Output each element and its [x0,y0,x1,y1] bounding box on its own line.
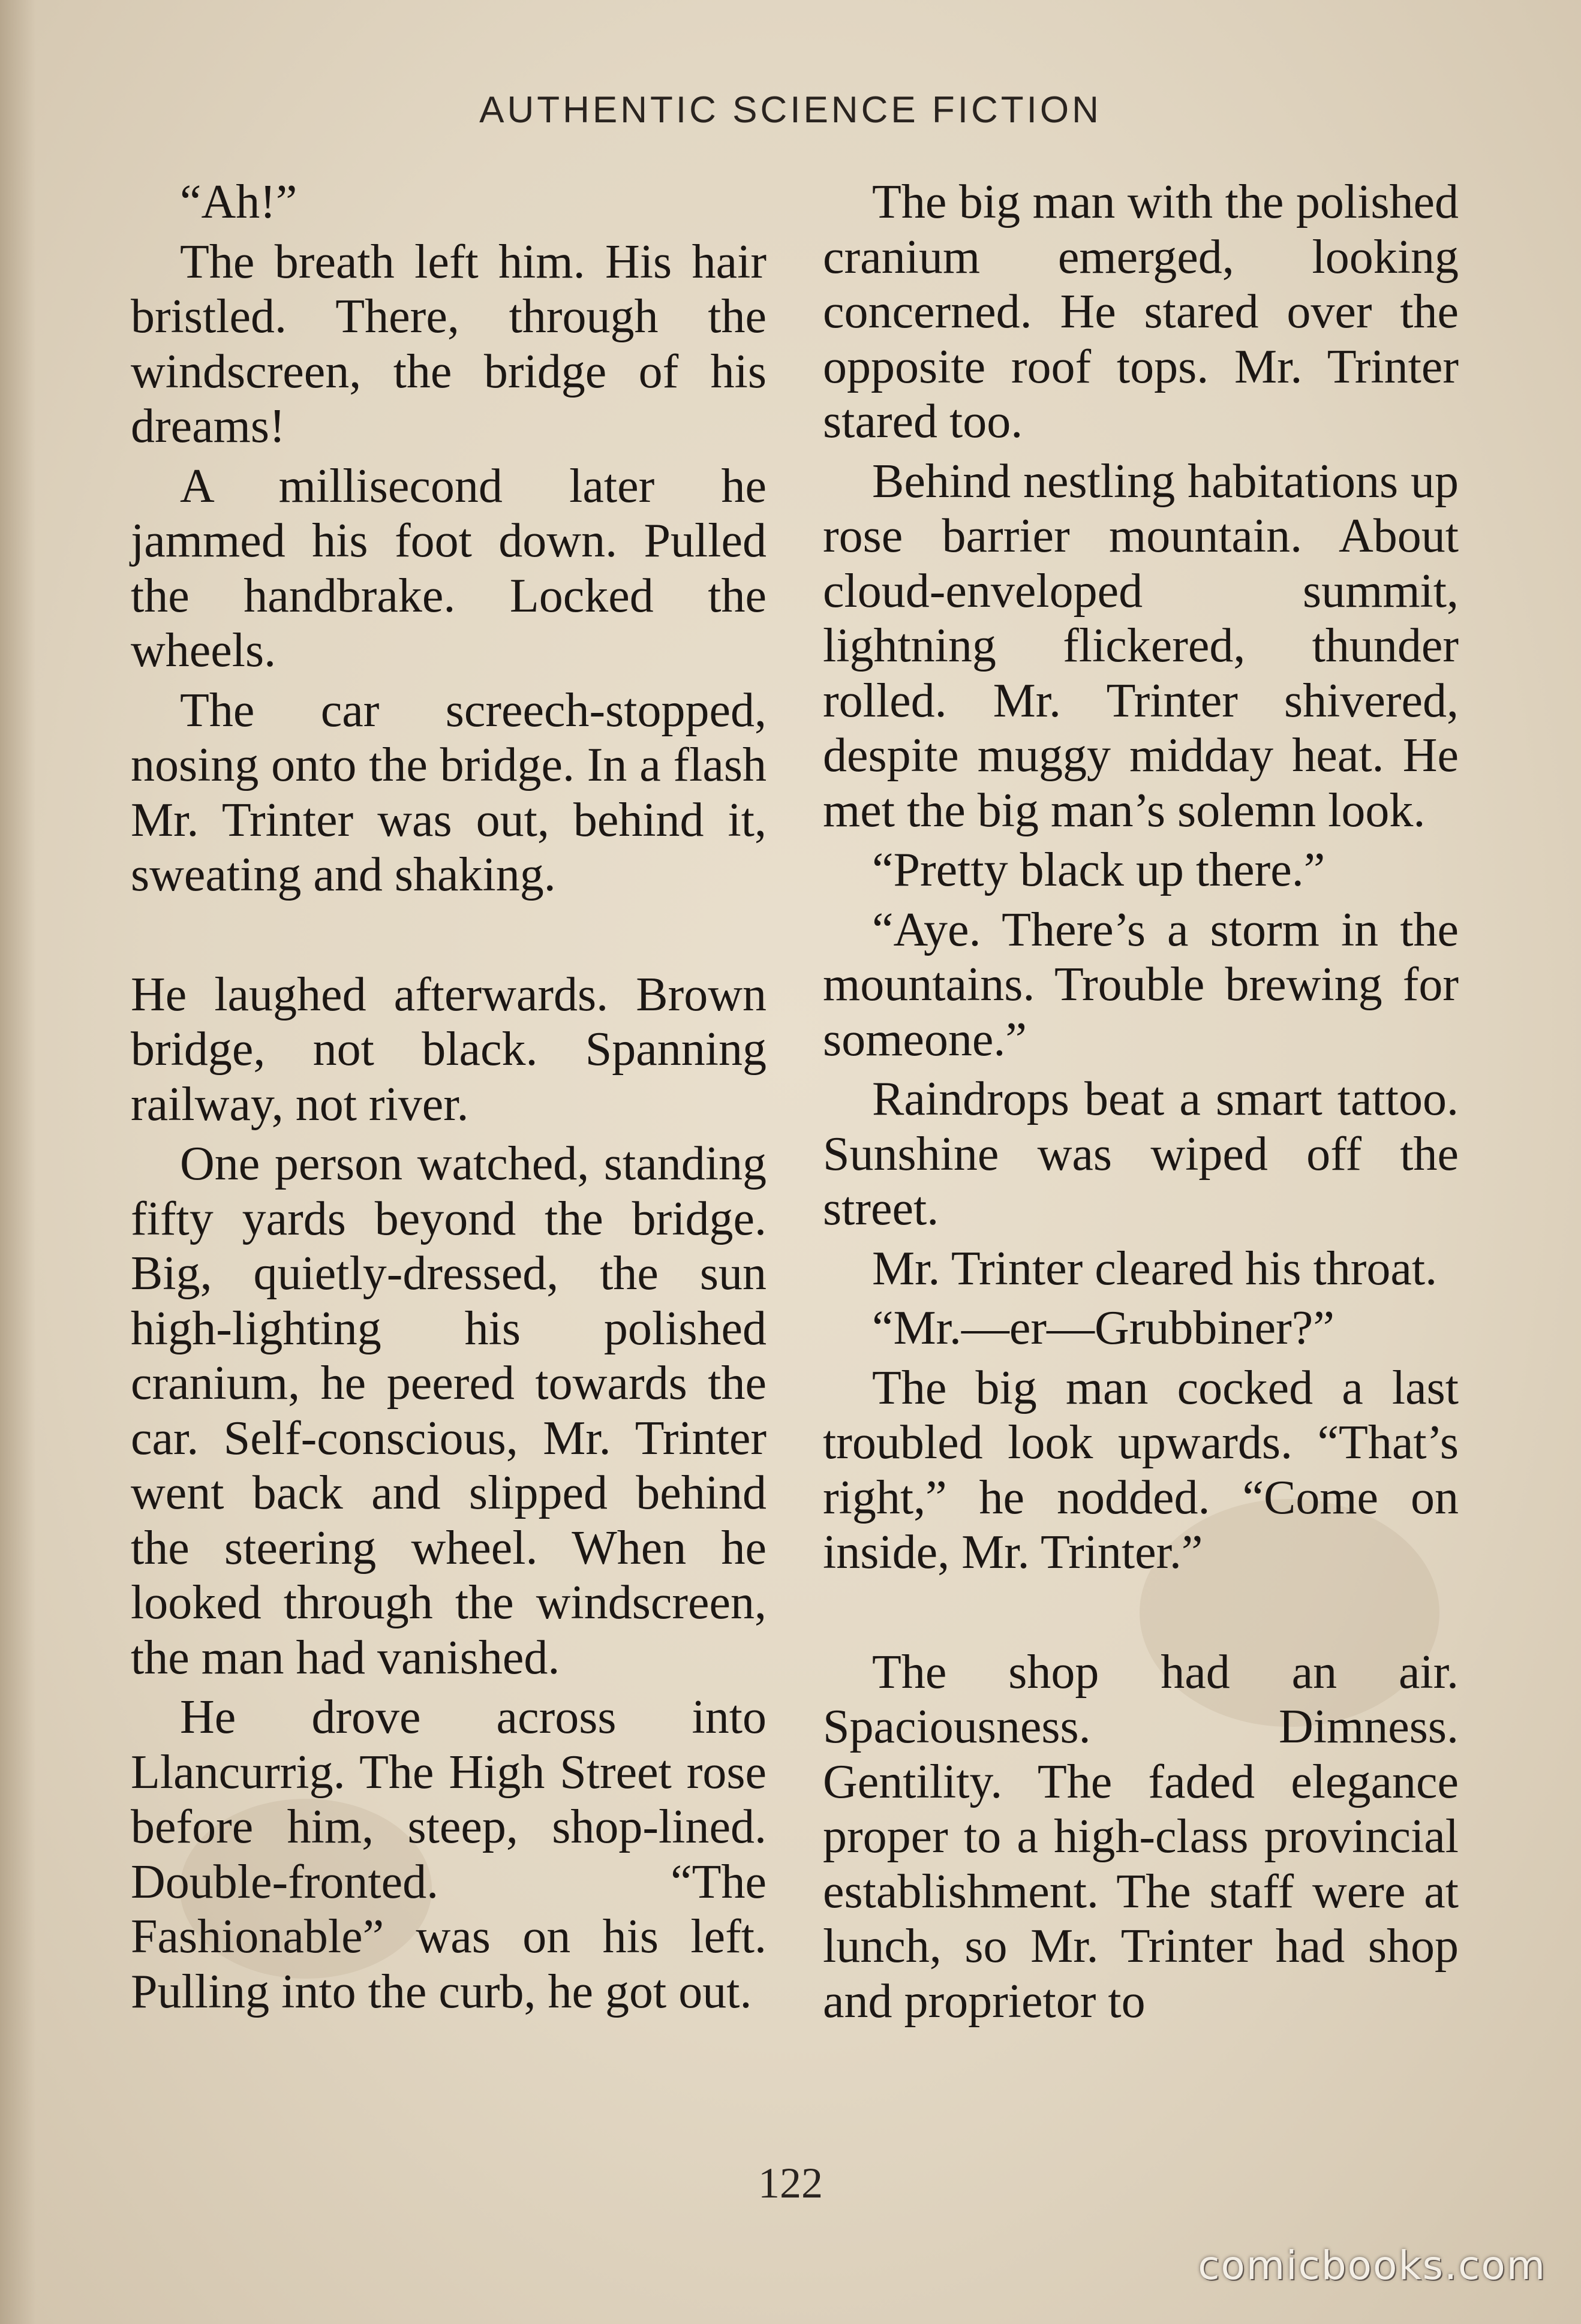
paragraph: Behind nestling habitations up rose barrier mountain. About cloud-enveloped summit, lightning flickered, thunder rolled. Mr. Trinter shivered, despite muggy midday heat. He met the big man’s solemn look. [823,454,1459,837]
paragraph: A millisecond later he jammed his foot down. Pulled the handbrake. Locked the wheels. [131,459,767,677]
paragraph: The big man cocked a last troubled look upwards. “That’s right,” he nodded. “Come on inside, Mr. Trinter.” [823,1361,1459,1579]
page-edge-shadow [0,0,36,2324]
paragraph: “Ah!” [180,176,297,228]
left-column [131,175,767,2024]
section-break [131,908,767,968]
paragraph: Raindrops beat a smart tattoo. Sunshine was wiped off the street. [823,1073,1459,1235]
paragraph: The breath left him. His hair bristled. There, through the windscreen, the bridge of his dreams! [131,235,767,453]
paragraph: The shop had an air. Spaciousness. Dimness. Gentility. The faded elegance proper to a high-class provincial establishment. The staff were at lunch, so Mr. Trinter had shop and proprietor to [823,1645,1459,2028]
paragraph: “Aye. There’s a storm in the mountains. Trouble brewing for someone.” [823,903,1459,1066]
watermark: comicbooks.com [1198,2242,1546,2289]
right-column [823,175,1459,2034]
paragraph: He drove across into Llancurrig. The High Street rose before him, steep, shop-lined. Double-fronted. “The Fashionable” was on his left. Pulling into the curb, he got out. [131,1691,767,2018]
paragraph: The big man with the polished cranium emerged, looking concerned. He stared over the opposite roof tops. Mr. Trinter stared too. [823,176,1459,448]
paragraph: One person watched, standing fifty yards beyond the bridge. Big, quietly-dressed, the sun high-lighting his polished cranium, he peered towards the car. Self-conscious, Mr. Trinter went back and slipped behind the steering wheel. When he looked through the windscreen, the man had vanished. [131,1137,767,1684]
running-head: AUTHENTIC SCIENCE FICTION [479,89,1102,131]
paragraph: He laughed afterwards. Brown bridge, not black. Spanning railway, not river. [131,968,767,1131]
section-break [823,1585,1459,1645]
paragraph: “Pretty black up there.” [872,844,1325,896]
paragraph: Mr. Trinter cleared his throat. [872,1242,1438,1295]
paragraph: “Mr.—er—Grubbiner?” [872,1302,1334,1354]
page-number: 122 [758,2159,823,2207]
paragraph: The car screech-stopped, nosing onto the bridge. In a flash Mr. Trinter was out, behind it, sweating and shaking. [131,684,767,901]
